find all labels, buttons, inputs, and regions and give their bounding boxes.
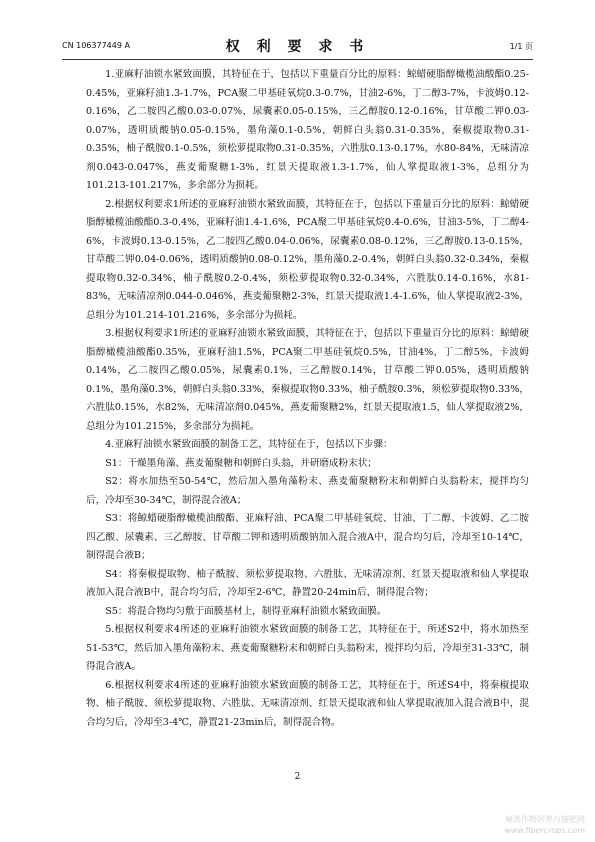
document-title: 权 利 要 求 书 (225, 39, 370, 55)
document-header (62, 36, 533, 56)
watermark-url: www.fibercrops.com (504, 826, 585, 835)
page-number: 2 (294, 772, 301, 782)
claims-body (86, 66, 529, 732)
publication-number: CN 106377449 A (62, 41, 130, 50)
claim-3: 3.根据权利要求1所述的亚麻籽油锁水紧致面膜，其特征在于，包括以下重量百分比的原料：鲸蜡硬脂醇橄榄油酸酯0.35%，亚麻籽油1.5%，PCA聚二甲基硅氧烷0.5%，甘油4%，丁二醇5%，卡波姆0.14%，乙二胺四乙酸0.05%，尿囊素0.1%，三乙醇胺0.14%，甘草酸二钾0.05%，透明质酸钠0.1%，墨角藻0.3%，朝鲜白头翁0.33%，秦椒提取物0.33%，柚子酰胺0.3%，须松萝提取物0.33%，六胜肽0.15%，水82%，无味清凉剂0.045%，燕麦葡聚糖2%，红景天提取液1.5，仙人掌提取液2%，总组分为101.215%，多余部分为损耗。 (86, 328, 529, 432)
step-s3: S3：将鲸蜡硬脂醇橄榄油酸酯、亚麻籽油、PCA聚二甲基硅氧烷、甘油、丁二醇、卡波姆、乙二胺四乙酸、尿囊素、三乙醇胺、甘草酸二钾和透明质酸钠加入混合液A中，混合均匀后，冷却至10-14℃，制得混合液B； (86, 513, 529, 561)
step-s5: S5：将混合物均匀敷于面膜基材上，制得亚麻籽油锁水紧致面膜。 (105, 605, 387, 617)
step-s4: S4：将秦椒提取物、柚子酰胺、须松萝提取物、六胜肽、无味清凉剂、红景天提取液和仙人掌提取液加入混合液B中，混合均匀后，冷却至2-6℃，静置20-24min后，制得混合物； (86, 568, 529, 598)
page-indicator: 1/1 页 (509, 42, 533, 51)
claim-6: 6.根据权利要求4所述的亚麻籽油锁水紧致面膜的制备工艺，其特征在于，所述S4中，将秦椒提取物、柚子酰胺、须松萝提取物、六胜肽、无味清凉剂、红景天提取液和仙人掌提取液加入混合液B中，混合均匀后，冷却至3-4℃，静置21-23min后，制得混合物。 (86, 679, 529, 728)
watermark-site-name: 麻类作物营养与施肥网 (505, 815, 585, 824)
claim-2: 2.根据权利要求1所述的亚麻籽油锁水紧致面膜，其特征在于，包括以下重量百分比的原料：鲸蜡硬脂醇橄榄油酸酯0.3-0.4%，亚麻籽油1.4-1.6%，PCA聚二甲基硅氧烷0.4-0.6%，甘油3-5%，丁二醇4-6%，卡波姆0.13-0.15%，乙二胺四乙酸0.04-0.06%，尿囊素0.08-0.12%，三乙醇胺0.13-0.15%，甘草酸二钾0.04-0.06%，透明质酸钠0.08-0.12%，墨角藻0.2-0.4%，朝鲜白头翁0.32-0.34%，秦椒提取物0.32-0.34%，柚子酰胺0.2-0.4%，须松萝提取物0.32-0.34%，六胜肽0.14-0.16%，水81-83%，无味清凉剂0.044-0.046%，燕麦葡聚糖2-3%，红景天提取液1.4-1.6%，仙人掌提取液2-3%，总组分为101.214-101.216%，多余部分为损耗。 (86, 198, 529, 321)
watermark (504, 814, 585, 836)
step-s2: S2：将水加热至50-54℃，然后加入墨角藻粉末、燕麦葡聚糖粉末和朝鲜白头翁粉末，搅拌均匀后，冷却至30-34℃，制得混合液A； (86, 476, 529, 506)
claim-1: 1.亚麻籽油锁水紧致面膜，其特征在于，包括以下重量百分比的原料：鲸蜡硬脂醇橄榄油酸酯0.25-0.45%，亚麻籽油1.3-1.7%，PCA聚二甲基硅氧烷0.3-0.7%，甘油2-6%，丁二醇3-7%，卡波姆0.12-0.16%，乙二胺四乙酸0.03-0.07%，尿囊素0.05-0.15%，三乙醇胺0.12-0.16%，甘草酸二钾0.03-0.07%，透明质酸钠0.05-0.15%，墨角藻0.1-0.5%，朝鲜白头翁0.31-0.35%，秦椒提取物0.31-0.35%，柚子酰胺0.1-0.5%，须松萝提取物0.31-0.35%，六胜肽0.13-0.17%，水80-84%，无味清凉剂0.043-0.047%，燕麦葡聚糖1-3%，红景天提取液1.3-1.7%，仙人掌提取液1-3%，总组分为101.213-101.217%，多余部分为损耗。 (86, 69, 529, 191)
step-s1: S1：干燥墨角藻、燕麦葡聚糖和朝鲜白头翁，并研磨成粉末状； (105, 457, 377, 469)
header-divider (62, 59, 533, 60)
claim-4: 4.亚麻籽油锁水紧致面膜的制备工艺，其特征在于，包括以下步骤： (105, 439, 393, 450)
claim-5: 5.根据权利要求4所述的亚麻籽油锁水紧致面膜的制备工艺，其特征在于，所述S2中，将水加热至51-53℃，然后加入墨角藻粉末、燕麦葡聚糖粉末和朝鲜白头翁粉末，搅拌均匀后，冷却至31-33℃，制得混合液A。 (86, 624, 529, 672)
